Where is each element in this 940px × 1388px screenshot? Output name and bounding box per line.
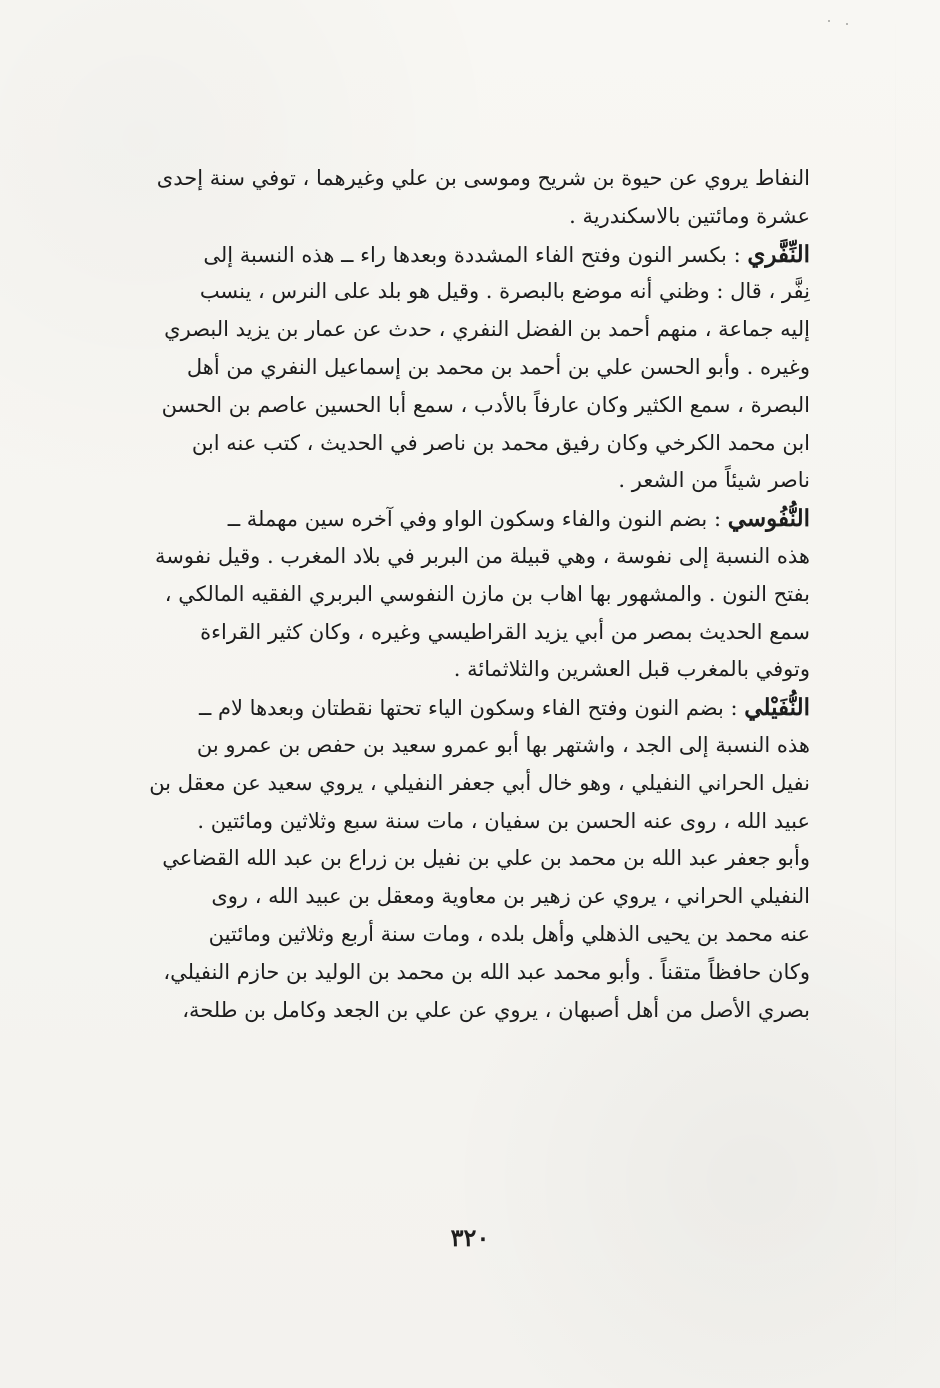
main-text [104,160,810,1029]
entry-heading-line [104,236,810,274]
scan-speck [828,20,830,22]
text-line: البصرة ، سمع الكثير وكان عارفاً بالأدب ، سمع أبا الحسين عاصم بن الحسن [161,392,810,417]
text-line: بصري الأصل من أهل أصبهان ، يروي عن علي بن الجعد وكامل بن طلحة، [182,997,810,1022]
entry-title: النُّفُوسي [727,505,810,533]
text-line: وكان حافظاً متقناً . وأبو محمد عبد الله بن محمد بن الوليد بن حازم النفيلي، [163,959,810,984]
entry-nifri [104,236,810,501]
text-line: ناصر شيئاً من الشعر . [618,468,810,493]
text-line: هذه النسبة إلى الجد ، واشتهر بها أبو عمرو سعيد بن حفص بن عمرو بن [196,732,810,757]
entry-heading-line [104,500,810,538]
text-line: وغيره . وأبو الحسن علي بن أحمد بن محمد بن إسماعيل النفري من أهل [186,354,810,379]
text-line: النفيلي الحراني ، يروي عن زهير بن معاوية ومعقل بن عبيد الله ، روى [211,884,810,909]
entry-heading-line [104,689,810,727]
text-line: عنه محمد بن يحيى الذهلي وأهل بلده ، ومات سنة أربع وثلاثين ومائتين [208,921,810,946]
continuation-paragraph [104,160,810,236]
text-line: نِفَّر ، قال : وظني أنه موضع بالبصرة . وقيل هو بلد على النرس ، ينسب [199,279,810,304]
text-line: ابن محمد الكرخي وكان رفيق محمد بن ناصر في الحديث ، كتب عنه ابن [191,430,810,455]
text-line: وتوفي بالمغرب قبل العشرين والثلاثمائة . [453,657,810,682]
text-line: عشرة ومائتين بالاسكندرية . [569,203,810,228]
entry-nufayli [104,689,810,1029]
text-line: عبيد الله ، روى عنه الحسن بن سفيان ، مات سنة سبع وثلاثين ومائتين . [197,808,810,833]
text-line: هذه النسبة إلى نفوسة ، وهي قبيلة من البربر في بلاد المغرب . وقيل نفوسة [155,543,810,568]
entry-nufusi [104,500,810,689]
text-line: بفتح النون . والمشهور بها اهاب بن مازن النفوسي البربري الفقيه المالكي ، [164,581,810,606]
entry-title: النِّفَّري [747,240,810,268]
scan-speck [846,23,848,25]
text-line: سمع الحديث بمصر من أبي يزيد القراطيسي وغيره ، وكان كثير القراءة [200,619,810,644]
text-line: النفاط يروي عن حيوة بن شريح وموسى بن علي وغيرهما ، توفي سنة إحدى [156,166,810,190]
entry-title: النُّفَيْلي [744,694,810,722]
entry-text: : بضم النون وفتح الفاء وسكون الياء تحتها نقطتان وبعدها لام ــ [199,696,745,721]
page-number: ٣٢٠ [450,1223,490,1252]
entry-text: : بضم النون والفاء وسكون الواو وفي آخره سين مهملة ــ [227,507,728,532]
text-line: نفيل الحراني النفيلي ، وهو خال أبي جعفر النفيلي ، يروي سعيد عن معقل بن [149,770,810,795]
text-line: وأبو جعفر عبد الله بن محمد بن علي بن نفيل بن زراع بن عبد الله القضاعي [162,846,810,871]
entry-text: : بكسر النون وفتح الفاء المشددة وبعدها راء ــ هذه النسبة إلى [203,242,748,267]
page-edge-shadow [895,0,896,1388]
text-line: إليه جماعة ، منهم أحمد بن الفضل النفري ، حدث عن عمار بن يزيد البصري [164,317,810,342]
